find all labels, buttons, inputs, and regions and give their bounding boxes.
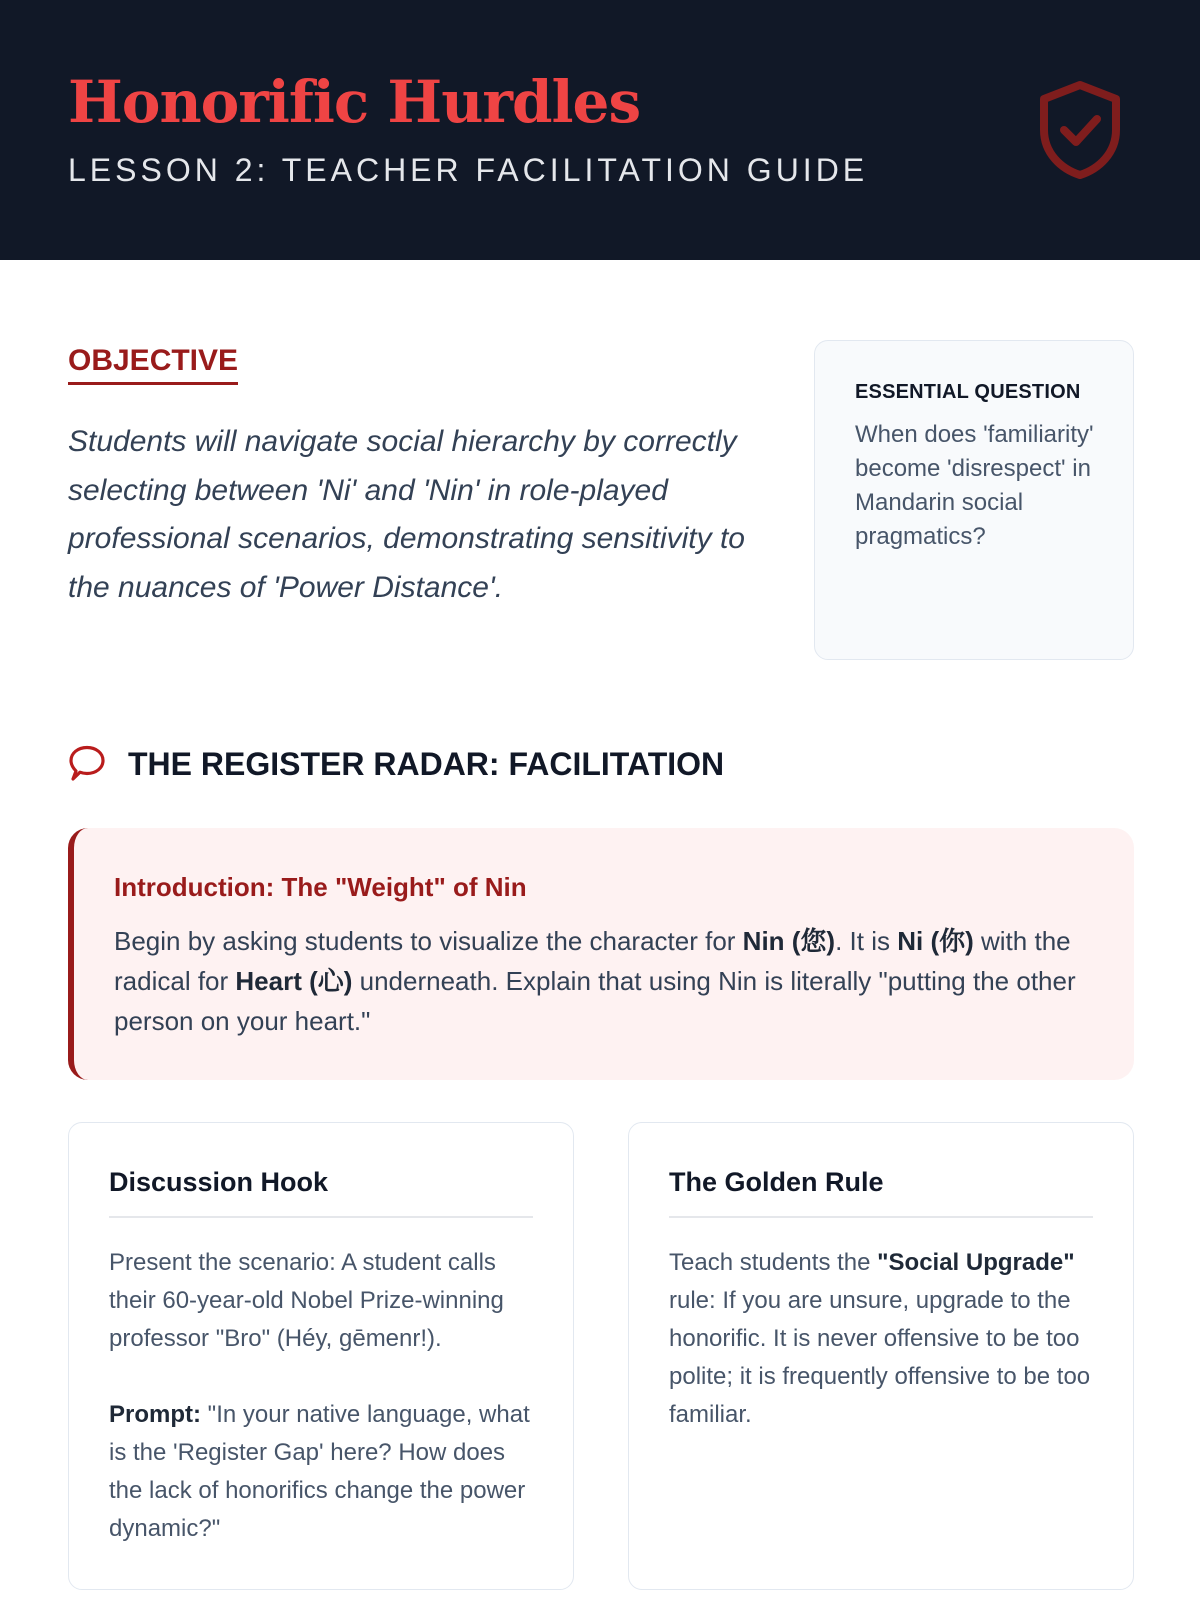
nin-term: Nin (您) [742,926,836,956]
essential-question-text: When does 'familiarity' become 'disrespect' in Mandarin social pragmatics? [855,421,1094,550]
objective-heading: OBJECTIVE [68,344,238,385]
lesson-title: Honorific Hurdles [68,68,641,136]
discussion-hook-prompt: Prompt: "In your native language, what is the 'Register Gap' here? How does the lack of honorifics change the power dynamic?" [109,1401,530,1542]
social-upgrade-term: "Social Upgrade" [877,1249,1075,1276]
introduction-callout [68,828,1134,1080]
lesson-subtitle: LESSON 2: TEACHER FACILITATION GUIDE [68,152,869,188]
heart-term: Heart (心) [235,966,353,996]
discussion-hook-title: Discussion Hook [109,1167,533,1218]
introduction-text: Begin by asking students to visualize the character for Nin (您). It is Ni (你) with the radical for Heart (心) underneath. Explain that using Nin is literally "putting the other person on your heart." [114,926,1076,1036]
introduction-title: Introduction: The "Weight" of Nin [114,872,527,902]
discussion-hook-scenario: Present the scenario: A student calls their 60-year-old Nobel Prize-winning professor "Bro" (Héy, gēmenr!). [109,1249,504,1352]
essential-question-card [814,340,1134,660]
discussion-hook-text [109,1244,533,1548]
golden-rule-text: Teach students the "Social Upgrade" rule: If you are unsure, upgrade to the honorific. It is never offensive to be too polite; it is frequently offensive to be too familiar. [669,1249,1091,1428]
speech-bubble-icon [66,744,108,786]
section-heading: THE REGISTER RADAR: FACILITATION [128,746,725,782]
shield-check-icon [1036,80,1124,180]
objective-text: Students will navigate social hierarchy by correctly selecting between 'Ni' and 'Nin' in role-played professional scenarios, demonstrating sensitivity to the nuances of 'Power Distance'. [68,425,745,604]
page-header [0,0,1200,260]
discussion-hook-card [68,1122,574,1590]
essential-question-label: ESSENTIAL QUESTION [855,381,1081,403]
ni-term: Ni (你) [897,926,974,956]
golden-rule-title: The Golden Rule [669,1167,1093,1218]
golden-rule-card [628,1122,1134,1590]
